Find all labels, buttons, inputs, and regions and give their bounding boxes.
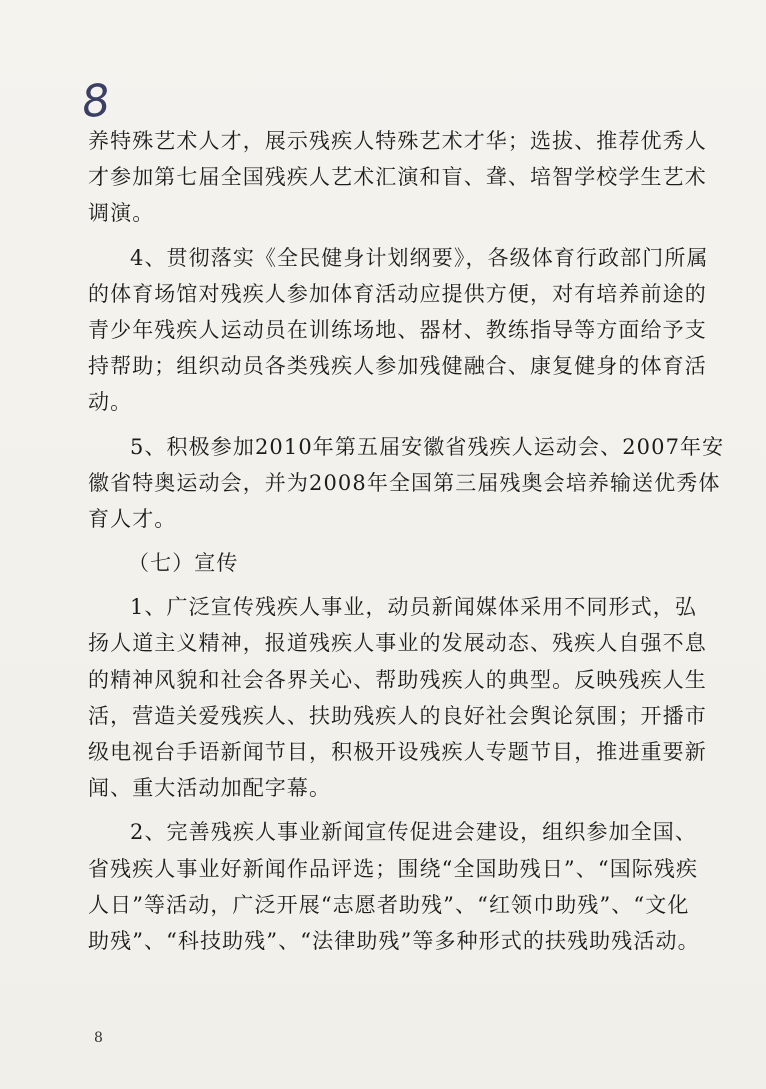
paragraph-2-start: 2、完善残疾人事业新闻宣传促进会建设，组织参加全国、 <box>130 820 697 845</box>
text-line: 才参加第七届全国残疾人艺术汇演和盲、聋、培智学校学生艺术 <box>88 165 707 190</box>
text-line: 闻、重大活动加配字幕。 <box>88 776 332 801</box>
document-body <box>88 128 725 964</box>
paragraph-4-start: 4、贯彻落实《全民健身计划纲要》，各级体育行政部门所属 <box>130 245 709 270</box>
text-line: 青少年残疾人运动员在训练场地、器材、教练指导等方面给予支 <box>88 317 707 342</box>
paragraph-5-start: 5、积极参加2010年第五届安徽省残疾人运动会、2007年安 <box>130 434 725 459</box>
text-line: 省残疾人事业好新闻作品评选；围绕“全国助残日”、“国际残疾 <box>88 856 699 881</box>
text-line: 动。 <box>88 390 133 415</box>
text-line: 级电视台手语新闻节目，积极开设残疾人专题节目，推进重要新 <box>88 740 707 764</box>
text-line: 持帮助；组织动员各类残疾人参加残健融合、康复健身的体育活 <box>88 354 707 379</box>
handwritten-page-number: 8 <box>79 74 113 129</box>
text-line: 养特殊艺术人才，展示残疾人特殊艺术才华；选拔、推荐优秀人 <box>88 129 707 153</box>
text-line: 徽省特奥运动会，并为2008年全国第三届残奥会培养输送优秀体 <box>88 470 721 495</box>
text-line: 育人才。 <box>88 506 177 531</box>
text-line: 扬人道主义精神，报道残疾人事业的发展动态、残疾人自强不息 <box>88 631 707 656</box>
text-line: 的体育场馆对残疾人参加体育活动应提供方便，对有培养前途的 <box>88 281 707 306</box>
text-line: 调演。 <box>88 201 155 226</box>
text-line: 助残”、“科技助残”、“法律助残”等多种形式的扶残助残活动。 <box>88 928 700 953</box>
text-line: 的精神风貌和社会各界关心、帮助残疾人的典型。反映残疾人生 <box>88 667 707 692</box>
paragraph-1-start: 1、广泛宣传残疾人事业，动员新闻媒体采用不同形式，弘 <box>130 595 697 620</box>
footer-page-number: 8 <box>94 1030 103 1046</box>
section-heading-publicity: （七）宣传 <box>128 551 239 576</box>
text-line: 活，营造关爱残疾人、扶助残疾人的良好社会舆论氛围；开播市 <box>88 703 707 728</box>
text-line: 人日”等活动，广泛开展“志愿者助残”、“红领巾助残”、“文化 <box>88 892 690 917</box>
